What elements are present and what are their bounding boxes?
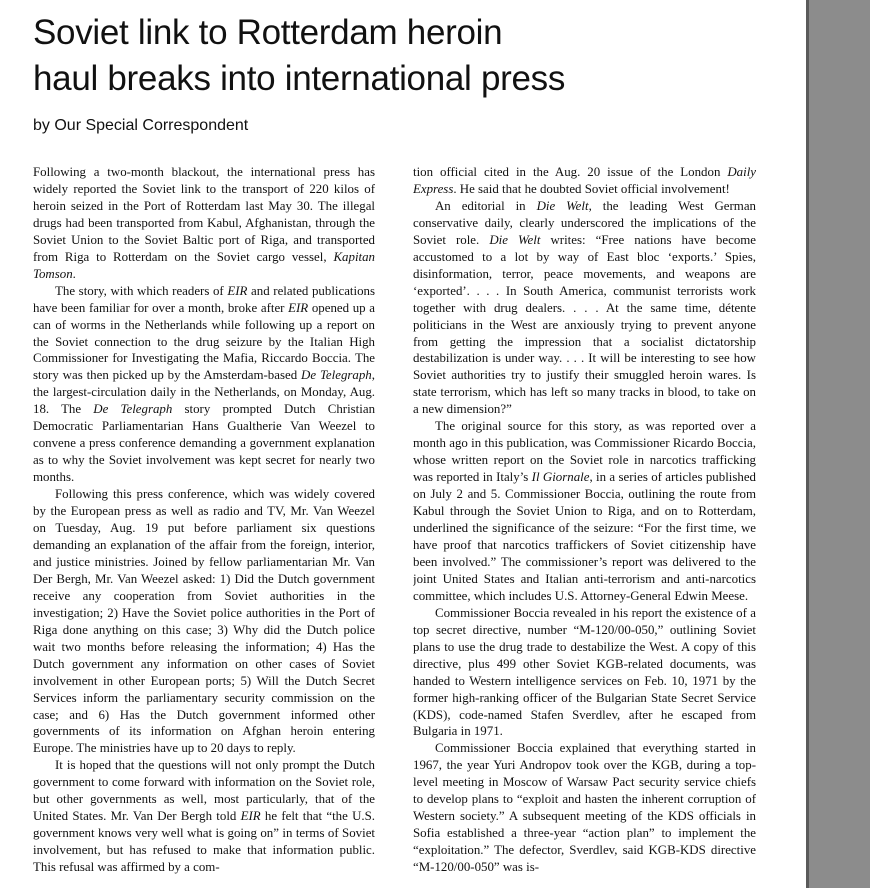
left-paragraph-4	[33, 757, 375, 876]
text-run: The original source for this story, as was reported over a month ago in this publication, was Commissioner Ricardo Boccia, whose written report on the Soviet role in narcotics trafficking was reported in Italy’s	[413, 419, 756, 485]
text-run: , the largest-circulation daily in the Netherlands, on Monday, Aug. 18. The	[33, 368, 375, 417]
text-run: , the leading West German conservative daily, clearly underscored the implications of the Soviet role.	[413, 198, 756, 247]
italic-run: EIR	[240, 809, 261, 824]
text-run: It is hoped that the questions will not only prompt the Dutch government to come forward with information on the Soviet role, but other governments as well, most particularly, that of the United States. Mr. Van Der Bergh told	[33, 758, 375, 824]
text-run: Following this press conference, which was widely covered by the European press as well as radio and TV, Mr. Van Weezel on Tuesday, Aug. 19 put before parliament six questions demanding an explanation of the affair from the foreign, interior, and justice ministries. Joined by fellow parliamentarian Mr. Van Der Bergh, Mr. Van Weezel asked: 1) Did the Dutch government receive any cooperation from Soviet authorities in the investigation; 2) Have the Soviet police authorities in the Port of Riga done anything on this case; 3) Why did the Dutch police wait two months before releasing the information; 4) Has the Dutch government any information on other cases of Soviet involvement in other European ports; 5) Will the Dutch Secret Services inform the parliamentary security commission on the case; and 6) Has the Dutch government informed other governments of its information on Afghan heroin entering Europe. The ministries have up to 20 days to reply.	[33, 487, 375, 756]
italic-run: De Telegraph	[301, 368, 372, 383]
italic-run: Il Giornale	[531, 470, 590, 485]
text-run: .	[72, 266, 76, 281]
text-run: and related publications have been familiar for over a month, broke after	[33, 283, 375, 315]
right-paragraph-4	[413, 605, 756, 741]
italic-run: Die Welt	[489, 232, 541, 247]
text-run: story prompted Dutch Christian Democratic Parliamentarian Hans Gualtherie Van Weezel to convene a press conference demanding a government explanation as to why the Soviet involvement was kept secret for nearly two months.	[33, 402, 375, 485]
text-run: writes: “Free nations have become accustomed to a lot by way of East bloc ‘exports.’ Spies, disinformation, terror, peace movements, and weapons are ‘exported’. . . . In South America, communist terrorists work together with drug dealers. . . . At the same time, détente politicians in the West are anxiously trying to prevent anyone from getting the impression that a socialist dictatorship destabilization is under way. . . . It will be interesting to see how Soviet authorities try to justify their smuggled heroin wares. Is state terrorism, which has left so many tracks in blood, to take on a new dimension?”	[413, 232, 756, 417]
byline: by Our Special Correspondent	[33, 117, 249, 134]
text-run: he felt that “the U.S. government knows very well what is going on” in terms of Soviet involvement, but has refused to make that information public. This refusal was affirmed by a com-	[33, 809, 375, 875]
italic-run: Daily Express	[413, 165, 756, 196]
headline-line-1: Soviet link to Rotterdam heroin	[33, 13, 503, 52]
italic-run: Die Welt	[536, 198, 589, 213]
viewer-background	[809, 0, 870, 888]
left-paragraph-1	[33, 164, 375, 283]
text-run: An editorial in	[435, 198, 537, 213]
right-column	[413, 164, 756, 888]
headline-line-2: haul breaks into international press	[33, 59, 566, 98]
text-run: Commissioner Boccia explained that everything started in 1967, the year Yuri Andropov took over the KGB, during a top-level meeting in Moscow of Warsaw Pact security service chiefs to develop plans to “exploit and hasten the inherent corruption of Western society.” A subsequent meeting of the KDS officials in Sofia established a three-year “action plan” to implement the “exploitation.” The defector, Sverdlev, said KGB-KDS directive “M-120/00-050” was is-	[413, 741, 756, 875]
text-run: opened up a can of worms in the Netherlands while following up a report on the Soviet connection to the drug seizure by the Italian High Commissioner for Investigating the Mafia, Riccardo Boccia. The story was then picked up by the Amsterdam-based	[33, 300, 375, 383]
left-paragraph-2	[33, 283, 375, 486]
left-column	[33, 164, 375, 888]
left-paragraph-3	[33, 486, 375, 757]
right-paragraph-2	[413, 198, 756, 418]
text-run: The story, with which readers of	[55, 283, 228, 298]
text-run: tion official cited in the Aug. 20 issue of the London	[413, 165, 728, 179]
italic-run: EIR	[227, 283, 248, 298]
text-run: Commissioner Boccia revealed in his report the existence of a top secret directive, number “M-120/00-050,” outlining Soviet plans to use the drug trade to destabilize the West. A copy of this directive, plus 499 other Soviet KGB-related documents, was handed to Western intelligence services on Feb. 10, 1971 by the former high-ranking officer of the Bulgarian State Secret Service (KDS), code-named Stafen Sverdlev, after he escaped from Bulgaria in 1971.	[413, 605, 756, 739]
headline	[33, 10, 793, 102]
text-run: Following a two-month blackout, the international press has widely reported the Soviet link to the transport of 220 kilos of heroin seized in the Port of Rotterdam last May 30. The illegal drugs had been transported from Kabul, Afghanistan, through the Soviet Union to the Soviet Baltic port of Riga, and transported from Riga to Rotterdam on the Soviet cargo vessel,	[33, 165, 375, 264]
text-run: , in a series of articles published on July 2 and 5. Commissioner Boccia, outlining the route from Kabul through the Soviet Union to Riga, and on to Rotterdam, underlined the significance of the seizure: “For the first time, we have proof that narcotics traffickers of Soviet citizenship have been involved.” The commissioner’s report was delivered to the joint United States and Italian anti-terrorism and anti-narcotics committee, which includes U.S. Attorney-General Edwin Meese.	[413, 470, 756, 603]
right-paragraph-5	[413, 740, 756, 876]
text-run: . He said that he doubted Soviet official involvement!	[453, 181, 730, 196]
right-paragraph-1	[413, 164, 756, 198]
italic-run: Kapitan Tomson	[33, 249, 375, 281]
right-paragraph-3	[413, 418, 756, 604]
italic-run: EIR	[288, 300, 309, 315]
italic-run: De Telegraph	[93, 402, 173, 417]
